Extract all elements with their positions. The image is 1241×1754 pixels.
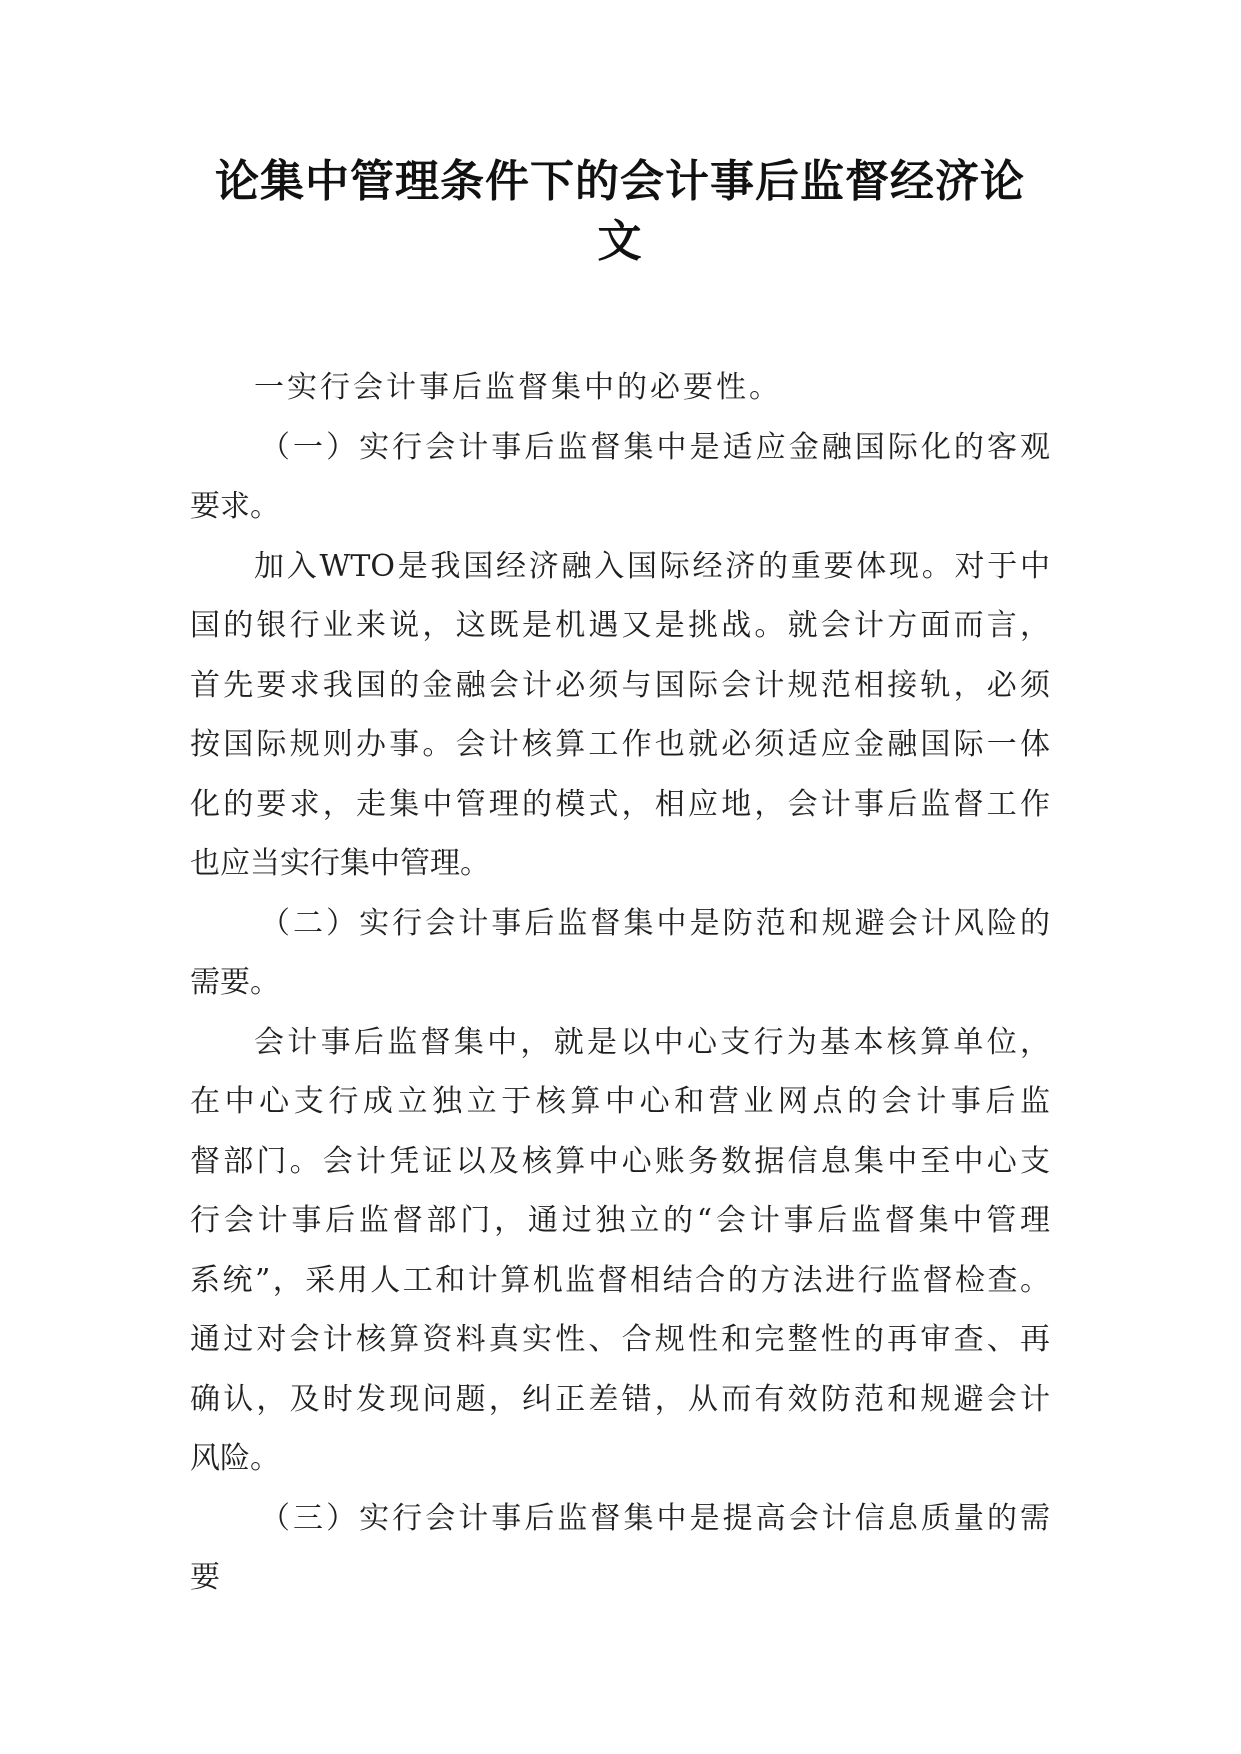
title-line-1: 论集中管理条件下的会计事后监督经济论 bbox=[215, 156, 1025, 207]
paragraph-line: 化的要求，走集中管理的模式，相应地，会计事后监督工作 bbox=[190, 786, 1050, 822]
subsection-heading-3-cont: 要 bbox=[190, 1560, 220, 1595]
subsection-heading-2: （二）实行会计事后监督集中是防范和规避会计风险的 bbox=[260, 905, 1050, 941]
subsection-heading-1: （一）实行会计事后监督集中是适应金融国际化的客观 bbox=[260, 429, 1050, 465]
paragraph-line: 会计事后监督集中，就是以中心支行为基本核算单位， bbox=[254, 1024, 1050, 1060]
subsection-heading-1-cont: 要求。 bbox=[190, 489, 280, 524]
paragraph-line: 通过对会计核算资料真实性、合规性和完整性的再审查、再 bbox=[190, 1322, 1050, 1357]
document-title bbox=[190, 152, 1050, 272]
paragraph-line: 加入WTO是我国经济融入国际经济的重要体现。对于中 bbox=[254, 548, 1050, 584]
subsection-heading-2-cont: 需要。 bbox=[190, 965, 280, 1000]
section-heading-1: 一实行会计事后监督集中的必要性。 bbox=[254, 370, 782, 405]
paragraph-line: 系统”，采用人工和计算机监督相结合的方法进行监督检查。 bbox=[190, 1262, 1050, 1298]
paragraph-line: 在中心支行成立独立于核算中心和营业网点的会计事后监 bbox=[190, 1084, 1050, 1119]
paragraph-line: 首先要求我国的金融会计必须与国际会计规范相接轨，必须 bbox=[190, 667, 1050, 703]
paragraph-line: 风险。 bbox=[190, 1441, 280, 1476]
paragraph-line: 也应当实行集中管理。 bbox=[190, 846, 490, 881]
subsection-heading-3: （三）实行会计事后监督集中是提高会计信息质量的需 bbox=[260, 1500, 1050, 1536]
paragraph-line: 行会计事后监督部门，通过独立的“会计事后监督集中管理 bbox=[190, 1203, 1050, 1238]
document-body bbox=[190, 358, 1050, 1608]
title-line-2: 文 bbox=[597, 216, 643, 267]
paragraph-line: 督部门。会计凭证以及核算中心账务数据信息集中至中心支 bbox=[190, 1143, 1050, 1179]
paragraph-line: 国的银行业来说，这既是机遇又是挑战。就会计方面而言， bbox=[190, 608, 1050, 643]
paragraph-line: 按国际规则办事。会计核算工作也就必须适应金融国际一体 bbox=[190, 727, 1050, 762]
paragraph-line: 确认，及时发现问题，纠正差错，从而有效防范和规避会计 bbox=[190, 1381, 1050, 1417]
